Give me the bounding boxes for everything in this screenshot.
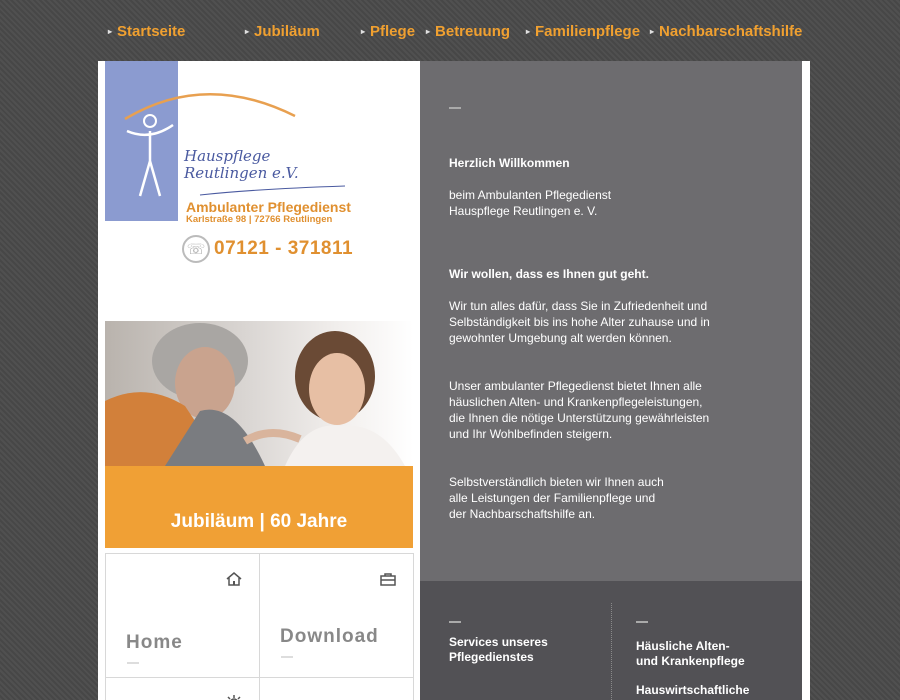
- tile-home-label: Home: [126, 632, 183, 653]
- tile-download-label: Download: [280, 626, 379, 647]
- welcome-p2-line: die Ihnen die nötige Unterstützung gewährleisten: [449, 411, 710, 425]
- nav-arrow-icon: ▸: [361, 27, 366, 36]
- welcome-p2-line: Unser ambulanter Pflegedienst bietet Ihnen alle: [449, 379, 702, 393]
- logo-wordmark: Hauspflege Reutlingen e.V.: [184, 147, 299, 182]
- phone-icon: ☏: [182, 235, 210, 263]
- welcome-panel: [420, 61, 802, 581]
- tile-menu[interactable]: [259, 677, 414, 700]
- tile-home[interactable]: [105, 553, 260, 678]
- welcome-p1-line: Selbständigkeit bis ins hohe Alter zuhause und in: [449, 315, 710, 329]
- welcome-p3-line: Selbstverständlich bieten wir Ihnen auch: [449, 475, 664, 489]
- logo-phone-number: 07121 - 371811: [214, 238, 354, 259]
- page-frame: [98, 61, 810, 700]
- left-column: [98, 61, 420, 700]
- service-item-hauswirtschaft[interactable]: Hauswirtschaftliche: [636, 683, 750, 697]
- main-nav: [0, 0, 900, 61]
- hero-photo-illustration: [105, 321, 413, 466]
- menu-icon: [379, 694, 397, 700]
- welcome-heading: Herzlich Willkommen: [449, 156, 570, 170]
- nav-pflege[interactable]: ▸ Pflege: [361, 23, 416, 40]
- welcome-p2-line: und Ihr Wohlbefinden steigern.: [449, 427, 613, 441]
- nav-arrow-icon: ▸: [245, 27, 250, 36]
- nav-betreuung[interactable]: ▸ Betreuung: [426, 23, 511, 40]
- nav-familienpflege[interactable]: ▸ Familienpflege: [526, 23, 641, 40]
- services-title: Services unseres Pflegedienstes: [449, 635, 548, 664]
- welcome-p1-line: Wir tun alles dafür, dass Sie in Zufriedenheit und: [449, 299, 708, 313]
- welcome-intro-1: beim Ambulanten Pflegedienst: [449, 188, 612, 202]
- accent-dash: [636, 621, 648, 623]
- welcome-tagline: Wir wollen, dass es Ihnen gut geht.: [449, 267, 649, 281]
- nav-arrow-icon: ▸: [426, 27, 431, 36]
- welcome-p2-line: häuslichen Alten- und Krankenpflegeleistungen,: [449, 395, 703, 409]
- tile-settings[interactable]: [105, 677, 260, 700]
- hero-photo: [105, 321, 413, 466]
- home-icon: [225, 570, 243, 588]
- nav-arrow-icon: ▸: [526, 27, 531, 36]
- welcome-p3-line: der Nachbarschaftshilfe an.: [449, 507, 596, 521]
- services-divider: [611, 603, 612, 700]
- welcome-p1-line: gewohnter Umgebung alt werden können.: [449, 331, 672, 345]
- gear-icon: [225, 694, 243, 700]
- accent-dash: [449, 107, 461, 109]
- tile-dash: [127, 662, 139, 664]
- briefcase-icon: [379, 570, 397, 588]
- jubilee-banner-label: Jubiläum | 60 Jahre: [170, 511, 348, 532]
- nav-startseite[interactable]: ▸ Startseite: [108, 23, 186, 40]
- logo-figure-icon: [105, 61, 405, 221]
- logo-address: Karlstraße 98 | 72766 Reutlingen: [186, 214, 333, 225]
- welcome-p3-line: alle Leistungen der Familienpflege und: [449, 491, 656, 505]
- welcome-intro-2: Hauspflege Reutlingen e. V.: [449, 204, 598, 218]
- nav-arrow-icon: ▸: [650, 27, 655, 36]
- logo[interactable]: [105, 61, 405, 276]
- jubilee-banner[interactable]: [105, 466, 413, 548]
- nav-jubilaeum[interactable]: ▸ Jubiläum: [245, 23, 320, 40]
- nav-nachbarschaftshilfe[interactable]: ▸ Nachbarschaftshilfe: [650, 23, 803, 40]
- tile-dash: [281, 656, 293, 658]
- tile-download[interactable]: [259, 553, 414, 678]
- logo-service: Ambulanter Pflegedienst: [186, 199, 351, 215]
- service-item-pflege[interactable]: Häusliche Alten- und Krankenpflege: [636, 639, 745, 668]
- nav-arrow-icon: ▸: [108, 27, 113, 36]
- accent-dash: [449, 621, 461, 623]
